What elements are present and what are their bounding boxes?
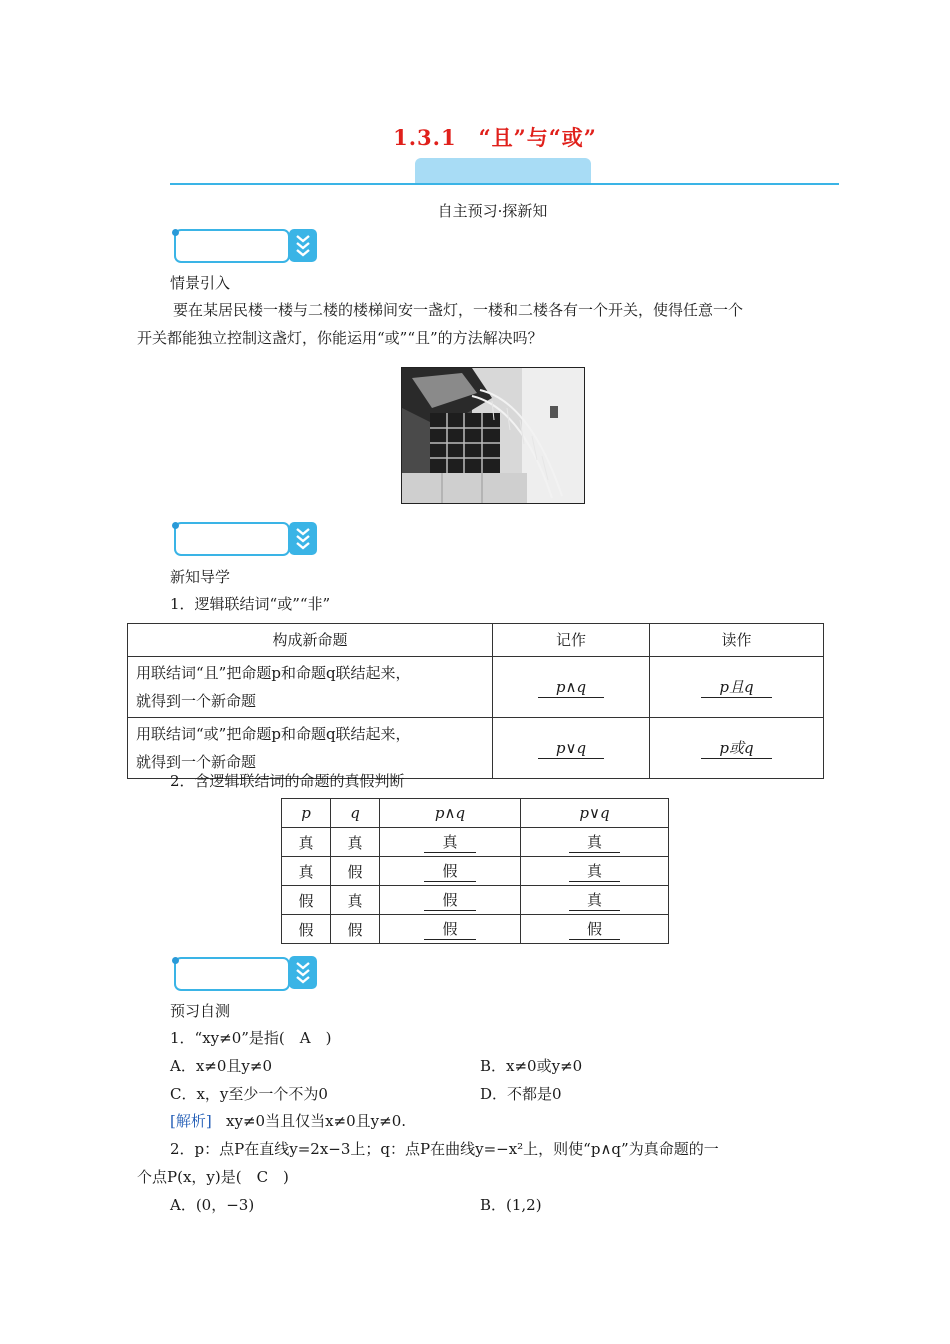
table-header-row [128, 624, 824, 657]
header-divider [170, 183, 839, 185]
q2-option-b: B．(1,2) [480, 1196, 542, 1214]
section-marker-box [174, 229, 290, 263]
question-2-stem-line-2: 个点P(x，y)是( C ) [137, 1168, 289, 1186]
table-header-cell: 记作 [493, 624, 650, 657]
section-subtitle: 自主预习·探新知 [437, 202, 548, 220]
table-header-cell: q [331, 799, 380, 828]
table-cell [380, 857, 521, 886]
table-cell: 真 [282, 828, 331, 857]
description-line: 用联结词“且”把命题p和命题q联结起来， [136, 664, 411, 682]
answer-blank: 假 [424, 861, 475, 882]
scenario-line-1: 要在某居民楼一楼与二楼的楼梯间安一盏灯，一楼和二楼各有一个开关，使得任意一个 [173, 301, 744, 319]
answer-blank: 真 [569, 890, 620, 911]
answer-blank: 真 [569, 861, 620, 882]
item-2-heading: 2．含逻辑联结词的命题的真假判断 [170, 772, 405, 790]
table-cell-reading [650, 657, 824, 718]
scenario-heading: 情景引入 [170, 274, 231, 292]
table-cell [521, 915, 669, 944]
section-marker-box [174, 957, 290, 991]
description-line: 用联结词“或”把命题p和命题q联结起来， [136, 725, 411, 743]
chevron-down-icon [289, 956, 317, 989]
answer-blank: 假 [569, 919, 620, 940]
chevron-down-icon [289, 522, 317, 555]
q2-option-a: A．(0，−3) [170, 1196, 255, 1214]
answer-blank: p或q [701, 738, 771, 759]
table-header-cell: p∨q [521, 799, 669, 828]
table-header-cell: 读作 [650, 624, 824, 657]
description-line: 就得到一个新命题 [136, 692, 257, 710]
table-row [282, 915, 669, 944]
table-cell-description [128, 657, 493, 718]
connective-table [127, 623, 824, 779]
table-cell-reading [650, 718, 824, 779]
table-row [282, 886, 669, 915]
header-tab-decoration [415, 158, 591, 184]
q1-option-b: B．x≠0或y≠0 [480, 1057, 583, 1075]
answer-blank: 真 [424, 832, 475, 853]
new-knowledge-heading: 新知导学 [170, 568, 231, 586]
table-cell: 真 [331, 886, 380, 915]
answer-blank: 假 [424, 919, 475, 940]
table-cell [380, 915, 521, 944]
answer-blank: p∨q [538, 738, 604, 759]
q1-option-c: C．x，y至少一个不为0 [170, 1085, 328, 1103]
table-cell [521, 857, 669, 886]
table-header-cell: 构成新命题 [128, 624, 493, 657]
question-2-stem-line-1: 2．p：点P在直线y=2x−3上；q：点P在曲线y=−x²上，则使“p∧q”为真命题的一 [170, 1140, 719, 1158]
page-title: 1.3.1 “且”与“或” [393, 125, 597, 150]
table-row [282, 828, 669, 857]
analysis-text: xy≠0当且仅当x≠0且y≠0. [226, 1112, 407, 1130]
description-line: 就得到一个新命题 [136, 753, 257, 771]
table-header-cell: p [282, 799, 331, 828]
answer-blank: 假 [424, 890, 475, 911]
table-cell [521, 886, 669, 915]
q1-option-d: D．不都是0 [480, 1085, 562, 1103]
section-marker-box [174, 522, 290, 556]
scenario-line-2: 开关都能独立控制这盏灯，你能运用“或”“且”的方法解决吗？ [137, 329, 543, 347]
answer-blank: 真 [569, 832, 620, 853]
table-header-cell: p∧q [380, 799, 521, 828]
table-cell-notation [493, 718, 650, 779]
truth-table [281, 798, 669, 944]
table-cell: 假 [282, 886, 331, 915]
marker-dot [172, 522, 179, 529]
table-row [128, 657, 824, 718]
chevron-down-icon [289, 229, 317, 262]
table-cell-notation [493, 657, 650, 718]
question-1-stem: 1．“xy≠0”是指( A ) [170, 1029, 332, 1047]
table-row [282, 857, 669, 886]
self-test-heading: 预习自测 [170, 1002, 231, 1020]
table-header-row [282, 799, 669, 828]
q1-option-a: A．x≠0且y≠0 [170, 1057, 272, 1075]
table-cell [380, 828, 521, 857]
staircase-photo [401, 367, 585, 504]
table-cell: 假 [331, 857, 380, 886]
scenario-paragraph [137, 296, 827, 352]
answer-blank: p且q [701, 677, 771, 698]
answer-blank: p∧q [538, 677, 604, 698]
table-cell: 真 [282, 857, 331, 886]
table-cell: 真 [331, 828, 380, 857]
table-cell: 假 [331, 915, 380, 944]
item-1-heading: 1．逻辑联结词“或”“非” [170, 595, 331, 613]
analysis-label: [解析] [170, 1112, 212, 1130]
table-cell: 假 [282, 915, 331, 944]
q1-analysis [170, 1110, 406, 1131]
table-cell [380, 886, 521, 915]
marker-dot [172, 229, 179, 236]
table-cell [521, 828, 669, 857]
marker-dot [172, 957, 179, 964]
